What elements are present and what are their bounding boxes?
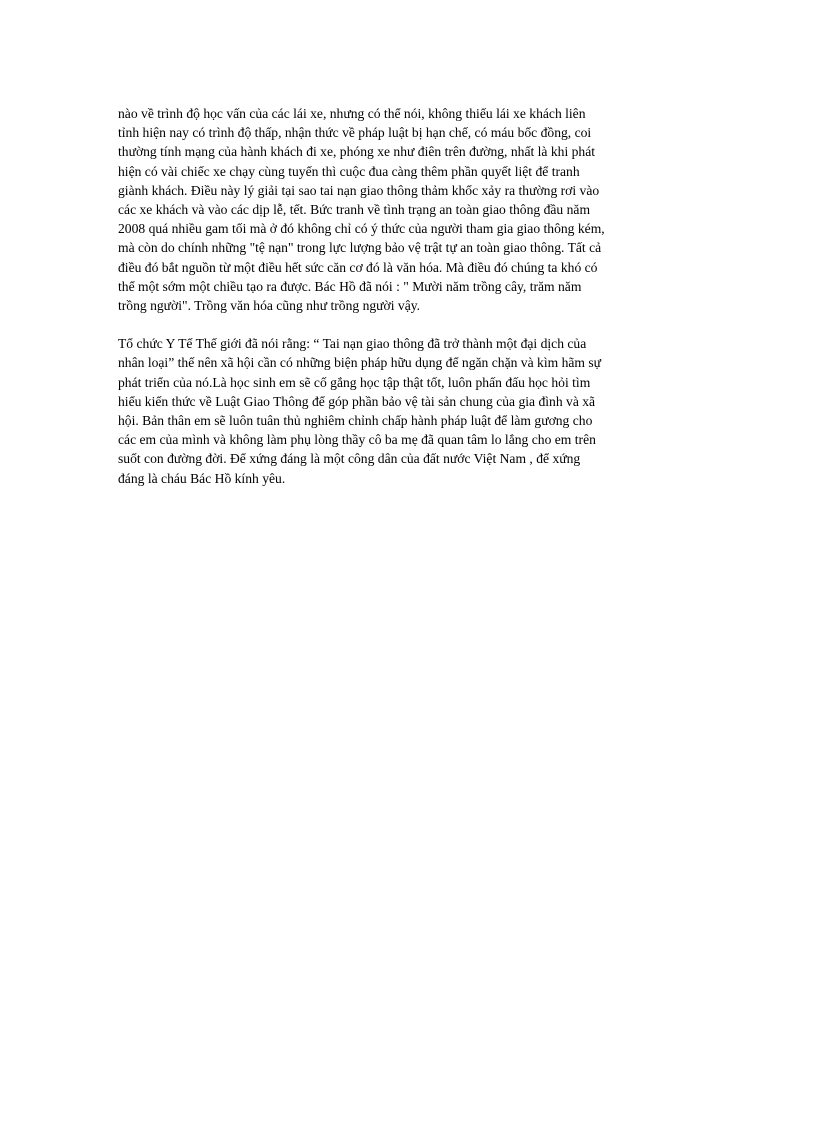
text-line: hiện có vài chiếc xe chạy cùng tuyến thì cuộc đua càng thêm phần quyết liệt để tranh [118,163,580,179]
text-line: tỉnh hiện nay có trình độ thấp, nhận thức về pháp luật bị hạn chế, có máu bốc đồng, coi [118,125,592,141]
paragraph-1 [118,104,708,315]
text-line: hiểu kiến thức về Luật Giao Thông để góp phần bảo vệ tài sản chung của gia đình và xã [118,393,596,409]
text-line: đáng là cháu Bác Hồ kính yêu. [118,470,286,486]
text-line: Tổ chức Y Tế Thế giới đã nói rằng: “ Tai nạn giao thông đã trở thành một đại dịch của [118,336,587,352]
text-line: các em của mình và không làm phụ lòng thầy cô ba mẹ đã quan tâm lo lắng cho em trên [118,432,596,448]
text-line: phát triển của nó.Là học sinh em sẽ cố gắng học tập thật tốt, luôn phấn đấu học hỏi tìm [118,374,591,390]
text-line: thường tính mạng của hành khách đi xe, phóng xe như điên trên đường, nhất là khi phát [118,144,596,160]
text-line: mà còn do chính những "tệ nạn" trong lực lượng bảo vệ trật tự an toàn giao thông. Tất cả [118,240,602,256]
text-line: các xe khách và vào các dịp lễ, tết. Bức tranh về tình trạng an toàn giao thông đầu năm [118,201,591,217]
paragraph-2 [118,334,708,488]
text-line: thể một sớm một chiều tạo ra được. Bác Hồ đã nói : " Mười năm trồng cây, trăm năm [118,278,582,294]
text-line: hội. Bản thân em sẽ luôn tuân thủ nghiêm chỉnh chấp hành pháp luật để làm gương cho [118,413,593,428]
text-line: nhân loại” thế nên xã hội cần có những biện pháp hữu dụng để ngăn chặn và kìm hãm sự [118,355,602,371]
text-line: trồng người". Trồng văn hóa cũng như trồng người vậy. [118,297,421,313]
document-body [118,104,708,488]
text-line: điều đó bắt nguồn từ một điều hết sức căn cơ đó là văn hóa. Mà điều đó chúng ta khó có [118,259,598,275]
text-line: 2008 quá nhiều gam tối mà ở đó không chỉ có ý thức của người tham gia giao thông kém, [118,221,605,237]
text-line: suốt con đường đời. Để xứng đáng là một công dân của đất nước Việt Nam , để xứng [118,451,581,467]
text-line: nào về trình độ học vấn của các lái xe, nhưng có thể nói, không thiếu lái xe khách liên [118,106,586,121]
text-line: giành khách. Điều này lý giải tại sao tai nạn giao thông thảm khốc xảy ra thường rơi vào [118,182,600,198]
